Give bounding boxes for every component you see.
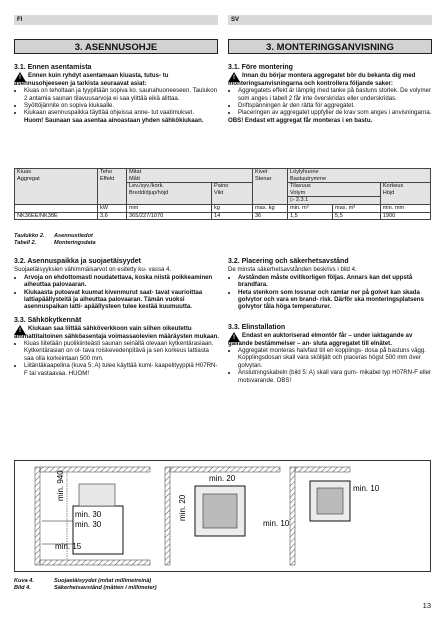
page-number: 13 — [422, 601, 431, 610]
dimension-label: min. 20 — [178, 494, 187, 521]
list-item: • Syöttöjännite on sopiva kiukaalle. — [24, 102, 219, 109]
installation-data-table — [14, 168, 431, 220]
list-item: • Kiuas on teholtaan ja tyypiltään sopiva ko. saunahuoneeseen. Taulukon 2 antamia saunan tilavuusarvoja ei saa ylittää eikä alittaa. — [24, 87, 219, 102]
table-header-row — [15, 169, 431, 183]
table-cell: kg — [212, 204, 253, 212]
section-title-right: 3. MONTERINGSANVISNING — [228, 39, 432, 54]
table-caption: Taulukko 2. Asennustiedot Tabell 2. Monteringsdata — [14, 233, 96, 246]
warning-block — [228, 72, 433, 87]
left-column-bottom — [14, 254, 219, 377]
list-item: • Placeringen av aggregatet uppfyller de krav som anges i anvisningarna. — [238, 109, 433, 116]
table-header-cell: Korkeus Höjd — [380, 183, 430, 205]
warning-block — [228, 332, 433, 347]
top-view-right — [290, 467, 350, 565]
table-cell: min. mm — [380, 204, 430, 212]
figure-caption: Kuva 4. Suojaetäisyydet (mitat millimetreinä) Bild 4. Säkerhetsavstånd (måtten i millimeter) — [14, 578, 157, 591]
left-column-top — [14, 60, 219, 124]
list-item: • Arvoja on ehdottomasti noudatettava, koska niistä poikkeaminen aiheuttaa palovaaran. — [24, 274, 219, 289]
warning-icon: ! — [228, 332, 240, 342]
list-item: • Kiuas liitetään puolikiinteästi saunan seinällä olevaan kytkentärasiaan. Kytkentärasian on ol- tava roiskevedenpitävä ja sen korkeus lattiasta saa olla korkeintaan 500 mm. — [24, 340, 219, 362]
list-item: • Avstånden måste ovillkorligen följas. Annars kan det uppstå brandfara. — [238, 274, 433, 289]
table-header-cell: Löylyhuone Bastuutrymme — [288, 169, 431, 183]
dimension-label: min. 940 — [56, 470, 65, 501]
checklist — [228, 347, 433, 384]
section-title-left: 3. ASENNUSOHJE — [14, 39, 218, 54]
table-cell: 3,6 — [98, 212, 127, 220]
warning-icon: ! — [14, 72, 26, 82]
table-cell: 365/227/1070 — [127, 212, 212, 220]
list-item: • Anslutningskabeln (bild 5: A) skall vara gum- mikabel typ H07RN-F eller motsvarande. OBS! — [238, 369, 433, 384]
table-cell: 1900 — [380, 212, 430, 220]
table-cell: 1,5 — [288, 212, 333, 220]
table-header-cell: Tilavuus Volym — [288, 183, 381, 197]
table-cell: 5,5 — [332, 212, 380, 220]
table-cell: min. m³ — [288, 204, 333, 212]
dimension-label: min. 30 — [75, 520, 102, 529]
table-units-row — [15, 204, 431, 212]
table-header-cell: Mitat Mått — [127, 169, 253, 183]
table-header-cell: Lev./syv./kork. Bredd/djup/höjd — [127, 183, 212, 205]
list-item: • Kiukaasta putoavat kuumat kivenmurut saat- tavat vaurioittaa lattiapäällysteitä ja aiheuttaa palovaaran. Tämän vuoksi asennuspaikan latti- apäällysteen tulee kestää kuumuutta. — [24, 289, 219, 311]
safety-distance-diagram — [15, 461, 430, 571]
table-header-cell: ▷ 2.3.1 — [288, 197, 381, 205]
table-cell: 14 — [212, 212, 253, 220]
checklist — [14, 340, 219, 377]
table-cell: max. kg — [253, 204, 288, 212]
warning-icon: ! — [228, 72, 240, 82]
table-cell: 36 — [253, 212, 288, 220]
table-cell: kW — [98, 204, 127, 212]
warning-icon: ! — [14, 325, 26, 335]
table-cell: max. m³ — [332, 204, 380, 212]
warning-block — [14, 325, 219, 340]
warning-list — [14, 274, 219, 311]
table-header-cell: Teho Effekt — [98, 169, 127, 205]
warning-text: Ennen kuin ryhdyt asentamaan kiuasta, tutus- tu asennusohjeeseen ja tarkista seuraavat asiat: — [14, 72, 169, 87]
heading-3-3-fi: 3.3. Sähkökytkennät — [14, 316, 82, 324]
note: Huom! Saunaan saa asentaa ainoastaan yhden sähkökiukaan. — [24, 116, 204, 124]
table-cell — [15, 204, 98, 212]
warning-text: Kiukaan saa liittää sähköverkkoon vain siihen oikeutettu ammattitaitoinen sähköasentaja voimassaolevien määräysten mukaan. — [14, 325, 219, 340]
list-item: • Driftspänningen är den rätta för aggregatet. — [238, 102, 433, 109]
checklist — [14, 87, 219, 117]
paragraph: De minsta säkerhetsavstånden beskrivs i bild 4. — [228, 266, 357, 274]
checklist — [228, 87, 433, 117]
warning-block — [14, 72, 219, 87]
table-header-cell: Kivet Stenar — [253, 169, 288, 205]
heading-3-2-fi: 3.2. Asennuspaikka ja suojaetäisyydet — [14, 258, 141, 265]
language-tab-sv: SV — [228, 15, 432, 25]
heading-3-1-sv: 3.1. Före montering — [228, 64, 293, 71]
table-cell: NK36EE/NK38E — [15, 212, 98, 220]
right-column-bottom — [228, 254, 433, 384]
right-column-top — [228, 60, 433, 124]
dimension-label: min. 15 — [55, 542, 82, 551]
paragraph: Suojaetäisyyksien vähimmäisarvot on esitetty ku- vassa 4. — [14, 266, 172, 274]
dimension-label: min. 30 — [75, 510, 102, 519]
list-item: • Aggregatets effekt är lämplig med tanke på bastuns storlek. De volymer som anges i tabell 2 får inte överskridas eller underskridas. — [238, 87, 433, 102]
note: OBS! Endast ett aggregat får monteras i en bastu. — [228, 116, 373, 124]
safety-distance-figure — [14, 460, 431, 572]
list-item: • Kiukaan asennuspaikka täyttää ohjeissa anne- tut vaatimukset. — [24, 109, 219, 116]
table-cell: mm — [127, 204, 212, 212]
table-header-cell: Paino Vikt — [212, 183, 253, 205]
table-header-cell: Kiuas Aggregat — [15, 169, 98, 205]
dimension-label: min. 20 — [209, 474, 236, 483]
heading-3-1-fi: 3.1. Ennen asentamista — [14, 64, 92, 71]
heading-3-2-sv: 3.2. Placering och säkerhetsavstånd — [228, 258, 349, 265]
list-item: • Liitäntäkaapelina (kuva 5: A) tulee käyttää kumi- kaapelityyppiä H07RN-F tai vastaavaa. HUOM! — [24, 362, 219, 377]
heading-3-3-sv: 3.3. Elinstallation — [228, 323, 286, 331]
warning-text: Endast en auktoriserad elmontör får – under iaktagande av gällande bestämmelser – an- sluta aggregatet till elnätet. — [228, 332, 413, 347]
list-item: • Aggregatet monteras halvfast till en kopplings- dosa på bastuns vägg. Kopplingsdosan skall vara skölljätt och placeras högst 500 mm över golvytan. — [238, 347, 433, 369]
list-item: • Heta stenkorn som lossnar och ramlar ner på golvet kan skada golvytor och vara en brand- risk. Därför ska monteringsplatsens golvytor tåla höga temperaturer. — [238, 289, 433, 311]
table-row — [15, 212, 431, 220]
warning-text: Innan du börjar montera aggregatet bör du bekanta dig med monteringsanvisningarna och kontrollera följande saker: — [228, 72, 416, 87]
language-tab-fi: FI — [14, 15, 218, 25]
dimension-label: min. 10 — [263, 519, 290, 528]
dimension-label: min. 10 — [353, 484, 380, 493]
warning-list — [228, 274, 433, 311]
